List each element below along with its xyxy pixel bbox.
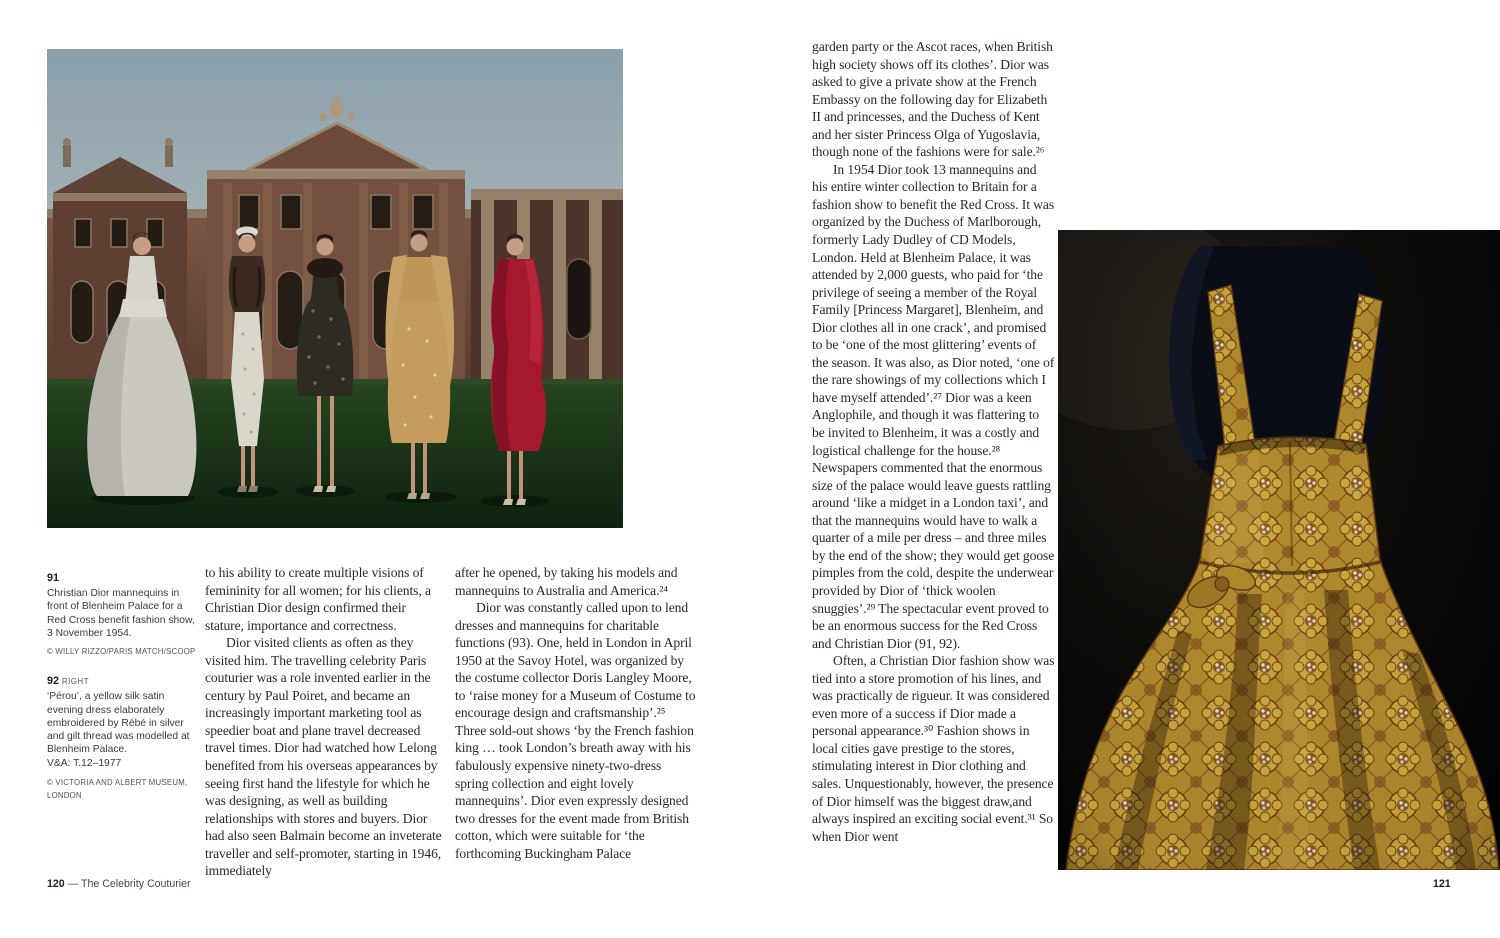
body-paragraph: In 1954 Dior took 13 mannequins and his entire winter collection to Britain for a fashion show to benefit the Red Cross. It was organized by the Duchess of Marlborough, formerly Lady Dudley of CD Models, London. Held at Blenheim Palace, it was attended by 2,000 guests, who paid for ‘the privilege of seeing a member of the Royal Family [Princess Margaret], Blenheim, and Dior clothes all in one crack’, and promised to be ‘one of the most glittering’ events of the season. It was also, as Dior noted, ‘one of the rare showings of my collections which I have myself attended’.²⁷ Dior was a keen Anglophile, and though it was flattering to be invited to Blenheim, it was a costly and logistical challenge for the house.²⁸ Newspapers commented that the enormous size of the palace would leave guests rattling around ‘like a midget in a London taxi’, and that the mannequins would have to walk a quarter of a mile per dress – and three miles by the end of the show; they would get goose pimples from the cold, despite the underwear provided by Dior of ‘thick woolen snuggies’.²⁹ The spectacular event proved to be an enormous success for the Red Cross and Christian Dior (91, 92).: [812, 161, 1055, 651]
body-column-1: [205, 564, 443, 880]
caption-92-credit: © VICTORIA AND ALBERT MUSEUM, LONDON: [47, 777, 188, 800]
blenheim-photo: [47, 49, 623, 528]
body-paragraph: Dior visited clients as often as they visited him. The travelling celebrity Paris couturier was a role invented earlier in the century by Paul Poiret, and became an increasingly important marketing tool as speedier boat and plane travel decreased travel times. Dior had watched how Lelong benefited from his overseas appearances by seeing first hand the lifestyle for which he was designing, as well as building relationships with stores and buyers. Dior had also seen Balmain become an inveterate traveller and self-promoter, starting in 1946, immediately: [205, 635, 442, 879]
body-column-2: [455, 564, 696, 862]
blenheim-photo-illustration: [47, 49, 623, 528]
caption-92: [47, 675, 199, 802]
caption-91: [47, 572, 199, 658]
perou-dress-photo: [1058, 230, 1500, 870]
body-paragraph: Dior was constantly called upon to lend dresses and mannequins for charitable functions (93). One, held in London in April 1950 at the Savoy Hotel, was organized by the costume collector Doris Langley Moore, to ‘raise money for a Museum of Costume to encourage design and craftsmanship’.²⁵ Three sold-out shows ‘by the French fashion king … took London’s breath away with his fabulously expensive ninety-two-dress spring collection and eight lovely mannequins’. Dior even expressly designed two dresses for the event made from British cotton, which were suitable for ‘the forthcoming Buckingham Palace: [455, 600, 696, 861]
caption-91-number: 91: [47, 572, 60, 584]
caption-column: [47, 572, 199, 819]
right-page-footer: [1433, 878, 1451, 890]
right-page: [750, 0, 1500, 938]
caption-92-text: ‘Pérou’, a yellow silk satin evening dress elaborately embroidered by Rébé in silver and gilt thread was modelled at Blenheim Palace.: [47, 691, 190, 756]
caption-92-museum-number: V&A: T.12–1977: [47, 758, 122, 770]
caption-92-number: 92: [47, 675, 60, 688]
body-paragraph: to his ability to create multiple visions of femininity for all women; for his clients, a Christian Dior design confirmed their stature, importance and correctness.: [205, 565, 431, 633]
running-title: The Celebrity Couturier: [81, 878, 191, 890]
perou-dress-illustration: [1058, 230, 1500, 870]
body-paragraph: Often, a Christian Dior fashion show was tied into a store promotion of his lines, and was practically de rigueur. It was considered even more of a success if Dior made a personal appearance.³⁰ Fashion shows in local cities gave prestige to the stores, stimulating interest in Dior clothing and sales. Unquestionably, however, the presence of Dior himself was the biggest draw,and always inspired an exciting social event.³¹ So when Dior went: [812, 653, 1055, 844]
left-page-footer: [47, 878, 191, 890]
caption-92-position-tag: RIGHT: [61, 677, 90, 687]
caption-91-text: Christian Dior mannequins in front of Blenheim Palace for a Red Cross benefit fashion show, 3 November 1954.: [47, 588, 195, 639]
body-paragraph: after he opened, by taking his models and mannequins to Australia and America.²⁴: [455, 565, 678, 598]
body-column-3: [812, 38, 1055, 845]
caption-91-credit: © WILLY RIZZO/PARIS MATCH/SCOOP: [47, 647, 196, 657]
footer-dash: —: [67, 878, 79, 890]
right-page-number: 121: [1433, 878, 1451, 890]
body-paragraph: garden party or the Ascot races, when British high society shows off its clothes’. Dior was asked to give a private show at the French Embassy on the following day for Elizabeth II and princesses, and the Duchess of Kent and her sister Princess Olga of Yugoslavia, though none of the fashions were for sale.²⁶: [812, 39, 1053, 160]
left-page-number: 120: [47, 878, 65, 890]
